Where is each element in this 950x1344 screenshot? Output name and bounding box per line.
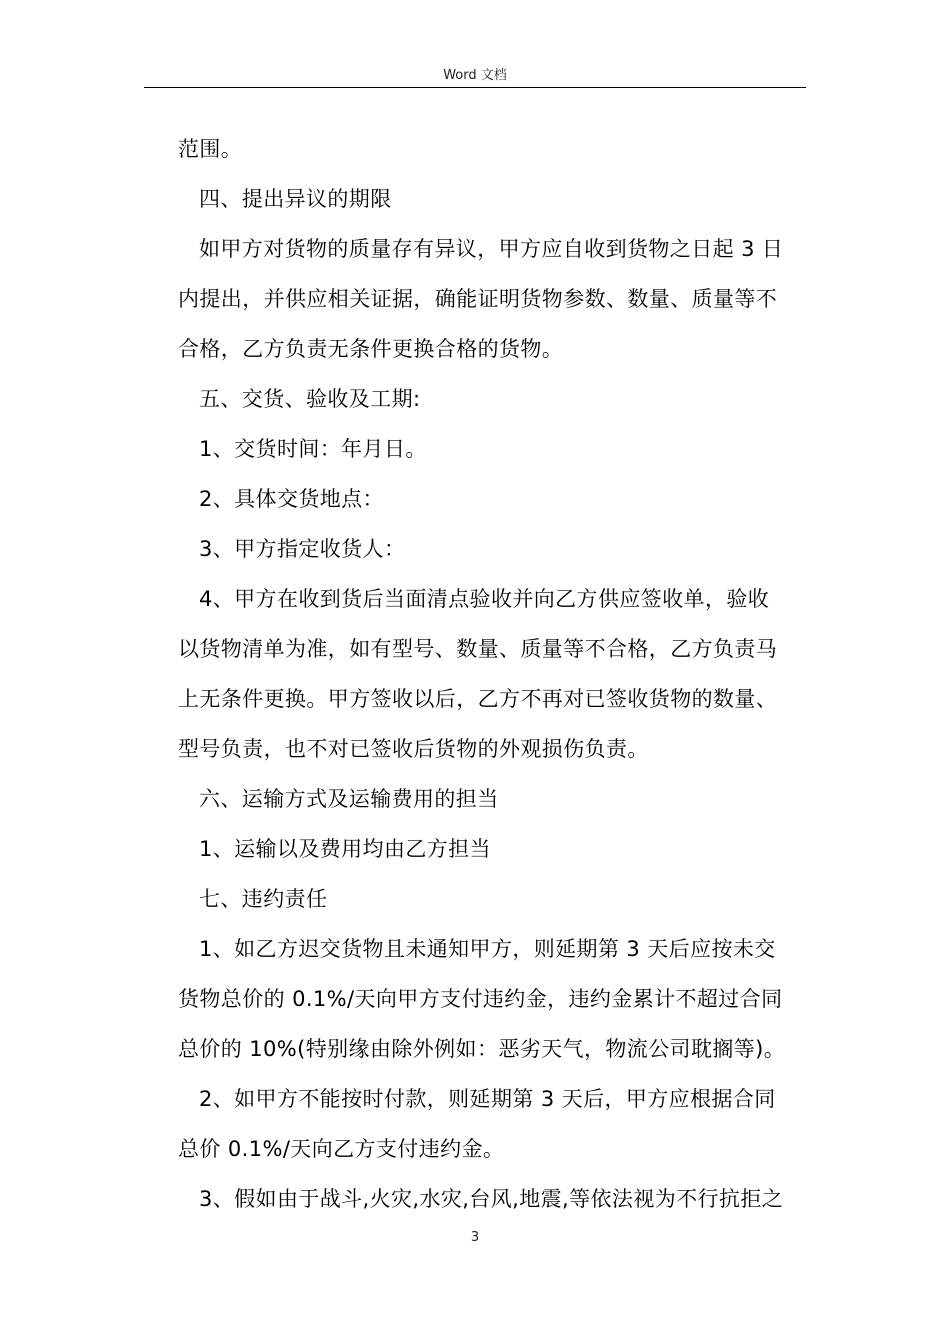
paragraph-line: 以货物清单为准，如有型号、数量、质量等不合格，乙方负责马: [178, 637, 778, 661]
list-item: 1、如乙方迟交货物且未通知甲方，则延期第 3 天后应按未交: [199, 937, 776, 961]
paragraph-line: 货物总价的 0.1%/天向甲方支付违约金，违约金累计不超过合同: [178, 987, 783, 1011]
paragraph-line: 内提出，并供应相关证据，确能证明货物参数、数量、质量等不: [178, 287, 778, 311]
page-number: 3: [470, 1230, 480, 1245]
paragraph-line: 合格，乙方负责无条件更换合格的货物。: [178, 337, 564, 361]
list-item: 4、甲方在收到货后当面清点验收并向乙方供应签收单，验收: [199, 587, 770, 611]
list-item: 3、甲方指定收货人：: [199, 537, 406, 561]
section-heading: 六、运输方式及运输费用的担当: [199, 787, 499, 811]
header-title: Word 文档: [443, 68, 507, 83]
document-body: [178, 124, 808, 1224]
header-divider: [144, 87, 806, 88]
list-item: 3、假如由于战斗,火灾,水灾,台风,地震,等依法视为不行抗拒之: [199, 1187, 784, 1211]
section-heading: 四、提出异议的期限: [199, 187, 392, 211]
list-item: 1、交货时间：年月日。: [199, 437, 427, 461]
list-item: 2、具体交货地点：: [199, 487, 384, 511]
section-heading: 五、交货、验收及工期:: [199, 387, 421, 411]
paragraph-line: 范围。: [178, 137, 243, 161]
paragraph-line: 型号负责，也不对已签收后货物的外观损伤负责。: [178, 737, 649, 761]
paragraph-line: 总价的 10%(特别缘由除外例如：恶劣天气，物流公司耽搁等)。: [178, 1037, 786, 1061]
paragraph-line: 上无条件更换。甲方签收以后，乙方不再对已签收货物的数量、: [178, 687, 778, 711]
section-heading: 七、违约责任: [199, 887, 328, 911]
list-item: 1、运输以及费用均由乙方担当: [199, 837, 491, 861]
paragraph-line: 总价 0.1%/天向乙方支付违约金。: [178, 1137, 505, 1161]
list-item: 2、如甲方不能按时付款，则延期第 3 天后，甲方应根据合同: [199, 1087, 776, 1111]
paragraph-line: 如甲方对货物的质量存有异议，甲方应自收到货物之日起 3 日: [199, 237, 784, 261]
